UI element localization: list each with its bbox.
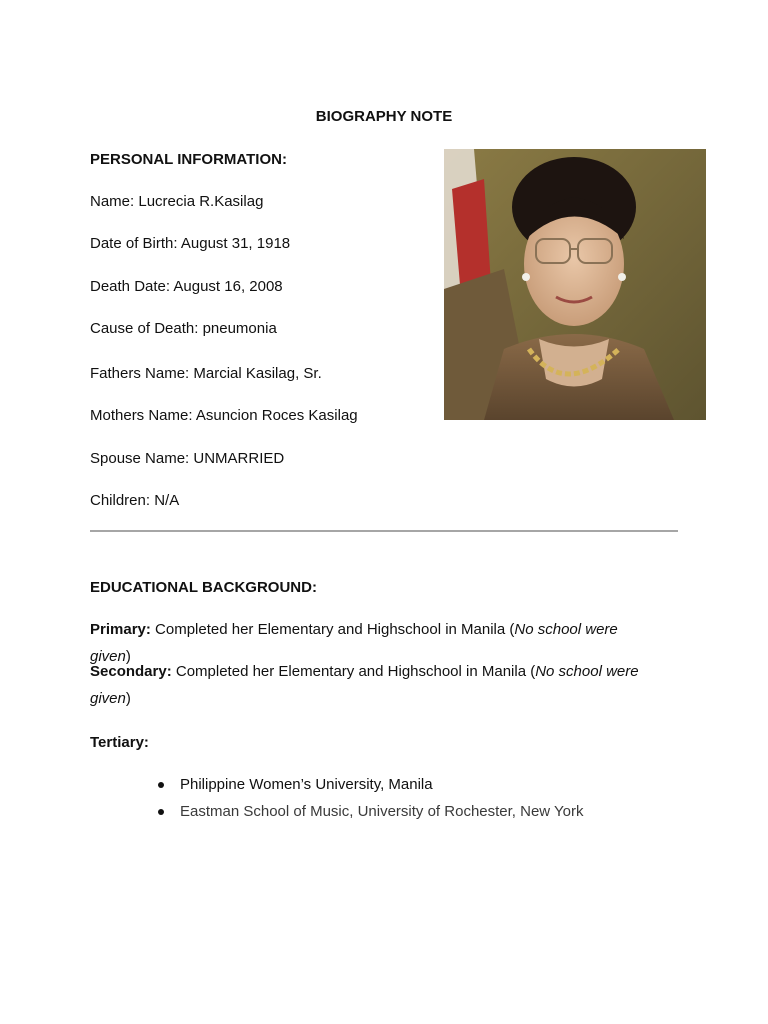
secondary-close: ) [125, 690, 131, 707]
list-item [158, 801, 584, 828]
tertiary-list [158, 774, 584, 828]
bullet-icon [158, 809, 164, 815]
bullet-icon [158, 782, 164, 788]
document-title: BIOGRAPHY NOTE [315, 108, 453, 125]
education-heading: EDUCATIONAL BACKGROUND: [90, 579, 317, 596]
father-name-line: Fathers Name: Marcial Kasilag, Sr. [90, 365, 322, 382]
cause-of-death-line: Cause of Death: pneumonia [90, 320, 277, 337]
primary-label: Primary: [90, 621, 151, 638]
mother-name-line: Mothers Name: Asuncion Roces Kasilag [90, 407, 358, 424]
personal-info-heading: PERSONAL INFORMATION: [90, 151, 287, 168]
list-item [158, 774, 584, 801]
primary-text: Completed her Elementary and Highschool in Manila ( [150, 621, 515, 638]
dob-line: Date of Birth: August 31, 1918 [90, 235, 291, 252]
secondary-text: Completed her Elementary and Highschool in Manila ( [171, 663, 536, 680]
secondary-label: Secondary: [90, 663, 172, 680]
portrait-photo [444, 149, 706, 420]
tertiary-item-text: Philippine Women’s University, Manila [180, 776, 433, 793]
tertiary-label: Tertiary: [90, 734, 149, 751]
portrait-icon [444, 149, 706, 420]
children-line: Children: N/A [90, 492, 180, 509]
primary-close: ) [125, 648, 131, 665]
tertiary-item-text: Eastman School of Music, University of Rochester, New York [180, 803, 584, 820]
secondary-italic-note: No school were given [90, 663, 639, 707]
name-line: Name: Lucrecia R.Kasilag [90, 193, 264, 210]
spouse-name-line: Spouse Name: UNMARRIED [90, 450, 285, 467]
primary-italic-note: No school were given [90, 621, 618, 665]
section-divider [90, 530, 678, 532]
death-date-line: Death Date: August 16, 2008 [90, 278, 283, 295]
secondary-paragraph [90, 658, 650, 712]
